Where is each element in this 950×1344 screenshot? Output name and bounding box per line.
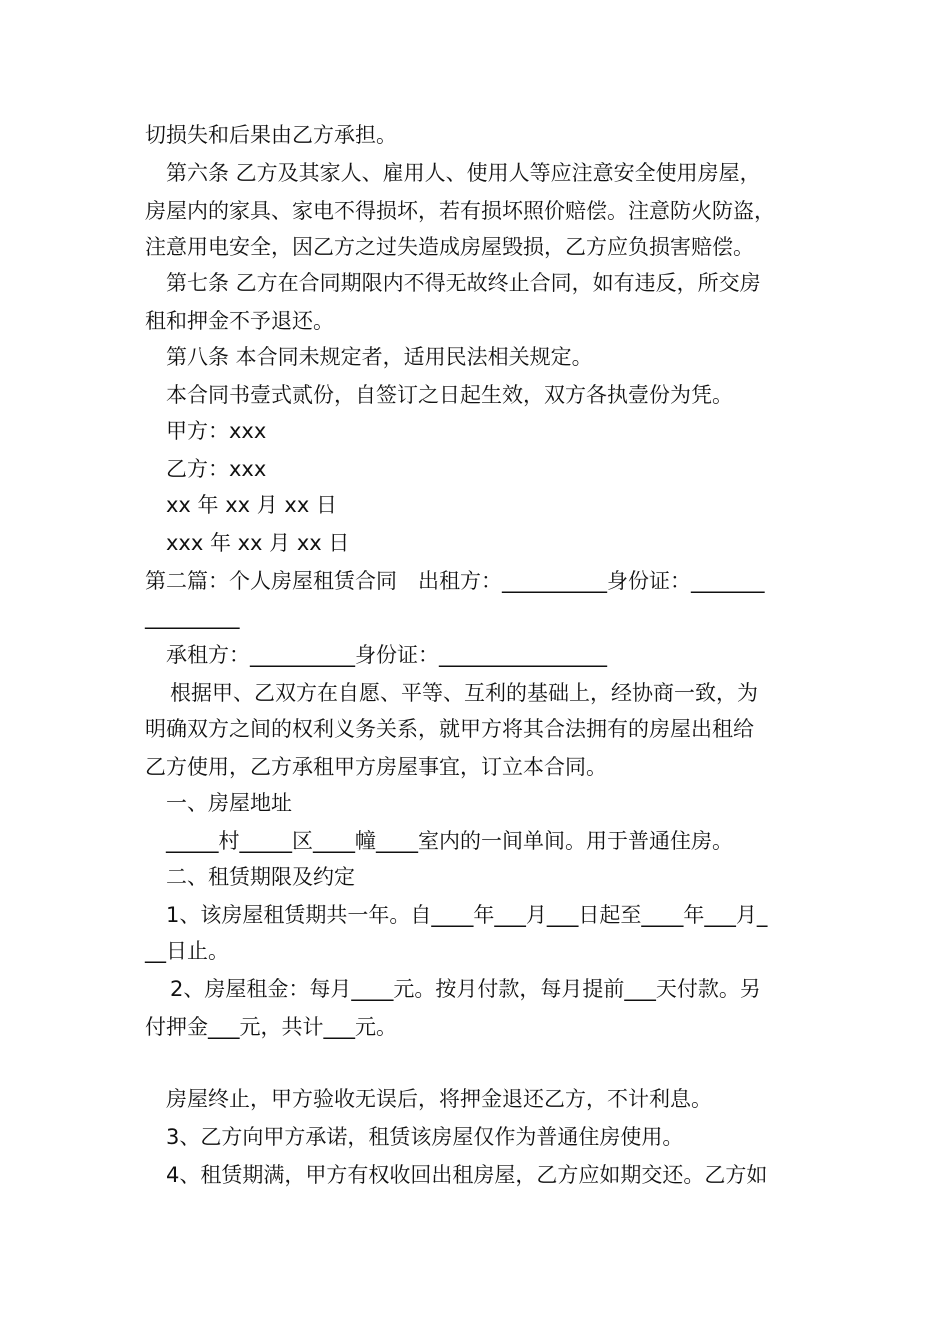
text-line: _____村_____区____幢____室内的一间单间。用于普通住房。	[166, 829, 733, 853]
text-line: 注意用电安全，因乙方之过失造成房屋毁损，乙方应负损害赔偿。	[145, 235, 754, 259]
text-line: 1、该房屋租赁期共一年。自____年___月___日起至____年___月_	[166, 903, 768, 927]
text-line: 付押金___元，共计___元。	[145, 1015, 397, 1039]
text-line: 一、房屋地址	[166, 791, 292, 815]
text-line: 租和押金不予退还。	[145, 309, 334, 333]
text-line: 2、房屋租金：每月____元。按月付款，每月提前___天付款。另	[170, 977, 761, 1001]
text-line: 明确双方之间的权利义务关系，就甲方将其合法拥有的房屋出租给	[145, 717, 754, 741]
text-line: 房屋终止，甲方验收无误后，将押金退还乙方，不计利息。	[166, 1087, 712, 1111]
text-line: xx 年 xx 月 xx 日	[166, 493, 337, 517]
text-line: 乙方使用，乙方承租甲方房屋事宜，订立本合同。	[145, 755, 607, 779]
text-line: _________	[145, 605, 240, 629]
text-line: 第八条 本合同未规定者，适用民法相关规定。	[166, 345, 593, 369]
text-line: 二、租赁期限及约定	[166, 865, 355, 889]
text-line: 乙方：xxx	[166, 457, 267, 481]
text-line: __日止。	[145, 939, 229, 963]
text-line: 甲方：xxx	[166, 419, 267, 443]
text-line: 切损失和后果由乙方承担。	[145, 123, 397, 147]
text-line: xxx 年 xx 月 xx 日	[166, 531, 350, 555]
text-line: 房屋内的家具、家电不得损坏，若有损坏照价赔偿。注意防火防盗，	[145, 199, 775, 223]
text-line: 第六条 乙方及其家人、雇用人、使用人等应注意安全使用房屋，	[166, 161, 761, 185]
text-line: 第七条 乙方在合同期限内不得无故终止合同，如有违反，所交房	[166, 271, 761, 295]
text-line: 承租方：__________身份证：________________	[166, 643, 607, 667]
text-line: 根据甲、乙双方在自愿、平等、互利的基础上，经协商一致，为	[170, 681, 758, 705]
text-line: 本合同书壹式贰份，自签订之日起生效，双方各执壹份为凭。	[166, 383, 733, 407]
text-line: 4、租赁期满，甲方有权收回出租房屋，乙方应如期交还。乙方如	[166, 1163, 768, 1187]
text-line: 3、乙方向甲方承诺，租赁该房屋仅作为普通住房使用。	[166, 1125, 684, 1149]
section-heading: 第二篇：个人房屋租赁合同 出租方：__________身份证：_______	[145, 569, 765, 593]
